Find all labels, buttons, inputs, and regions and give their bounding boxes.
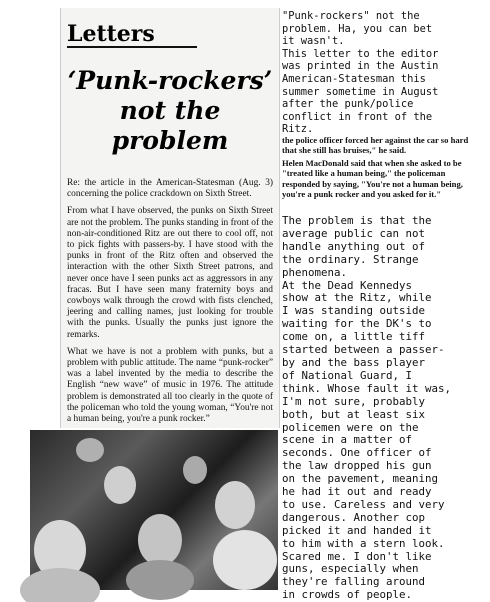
- crowd-photo: [30, 430, 278, 590]
- typed-note-bottom: The problem is that the average public can not handle anything out of the ordinary. Strange phenomena. At the Dead Kennedys show at the Ritz, while I was standing outside waiting for the DK's to come on, a little tiff started between a passer- by and the bass player of National Guard, I think. Whose fault it was, I'm not sure, probably both, but at least six policemen were on the scene in a matter of seconds. One officer of the law dropped his gun on the pavement, meaning he had it out and ready to use. Careless and very dangerous. Another cop picked it and handed it to him with a stern look. Scared me. I don't like guns, especially when they're falling around in crowds of people.: [282, 214, 452, 602]
- letter-paragraph-2: From what I have observed, the punks on Sixth Street are not the problem. The punks standing in front of the non-air-conditioned Ritz are out there to cool off, not to pick fights with passers-by. I have stood with the punks in front of the Ritz often and observed the interaction with the other Sixth Street patrons, and never once have I seen punks act as aggressors in any fracas. But I have seen many fraternity boys and cowboys walk through the crowd with fists clenched, jeering and calling names, just looking for trouble with the punks. Usually the punks just ignore the remarks.: [67, 206, 273, 340]
- clipping-snippet-1: the police officer forced her against the car so hard that she still has bruises," he said.: [282, 135, 469, 156]
- section-header: Letters: [67, 22, 197, 48]
- clipping-snippet-2: Helen MacDonald said that when she asked to be "treated like a human being," the policeman responded by saying, "You're not a human being, you're a punk rocker and you asked for it.": [282, 158, 463, 200]
- letter-paragraph-3: What we have is not a problem with punks, but a problem with public attitude. The name “punk-rocker” was a label invented by the media to describe the English “new wave” of music in 1976. The attitude problem is demonstrated all too clearly in the quote of the policeman who told the young woman, “You're not a human being, you're a punk rocker.”: [67, 346, 273, 425]
- headline: [61, 66, 279, 156]
- typed-note-top: "Punk-rockers" not the problem. Ha, you can bet it wasn't. This letter to the editor was printed in the Austin American-Statesman this summer sometime in August after the punk/police conflict in front of the Ritz.: [282, 10, 439, 136]
- letter-paragraph-1: Re: the article in the American-Statesman (Aug. 3) concerning the police crackdown on Sixth Street.: [67, 178, 273, 200]
- newspaper-clipping: [60, 8, 280, 428]
- headline-line-1: ‘Punk-rockers’: [67, 66, 273, 95]
- headline-line-2: not the problem: [111, 96, 229, 155]
